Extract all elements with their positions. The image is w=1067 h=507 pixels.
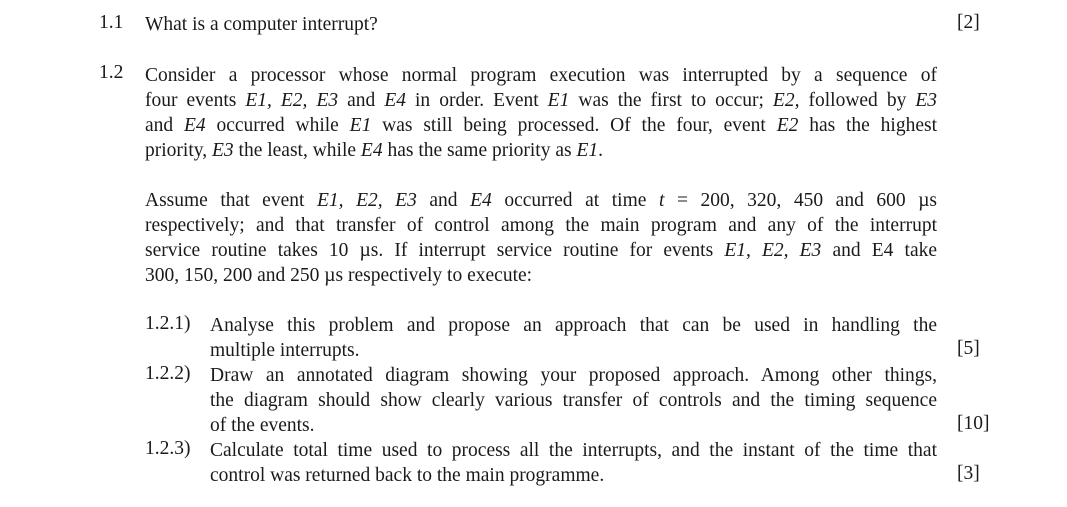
subquestion-1-2-2-number: 1.2.2) bbox=[145, 363, 191, 384]
question-1-2-paragraph-1 bbox=[145, 63, 937, 163]
subquestion-1-2-2-text bbox=[210, 363, 937, 438]
paragraph-1-line-3: and E4 occurred while E1 was still being processed. Of the four, event E2 has the highest bbox=[145, 115, 937, 136]
subquestion-1-2-3-marks: [3] bbox=[957, 463, 980, 484]
question-1-1-number: 1.1 bbox=[99, 12, 124, 33]
subquestion-1-2-3-number: 1.2.3) bbox=[145, 438, 191, 459]
question-1-1-text: What is a computer interrupt? bbox=[145, 14, 378, 35]
subquestion-1-2-1-text bbox=[210, 313, 937, 363]
subquestion-1-2-3-line-2: control was returned back to the main programme. bbox=[210, 465, 605, 486]
paragraph-2-line-3: service routine takes 10 µs. If interrupt service routine for events E1, E2, E3 and E4 take bbox=[145, 240, 938, 261]
subquestion-1-2-2-line-1: Draw an annotated diagram showing your proposed approach. Among other things, bbox=[210, 365, 937, 386]
subquestion-1-2-1-line-1: Analyse this problem and propose an approach that can be used in handling the bbox=[210, 315, 937, 336]
subquestion-1-2-1-line-2: multiple interrupts. bbox=[210, 340, 360, 361]
question-1-2-paragraph-2 bbox=[145, 188, 937, 288]
paragraph-1-line-4: priority, E3 the least, while E4 has the same priority as E1. bbox=[145, 140, 604, 161]
subquestion-1-2-2-line-3: of the events. bbox=[210, 415, 315, 436]
paragraph-2-line-2: respectively; and that transfer of control among the main program and any of the interrupt bbox=[145, 215, 937, 236]
question-1-1-marks: [2] bbox=[957, 12, 980, 33]
subquestion-1-2-2-marks: [10] bbox=[957, 413, 990, 434]
paragraph-1-line-1: Consider a processor whose normal program execution was interrupted by a sequence of bbox=[145, 65, 937, 86]
paragraph-2-line-4: 300, 150, 200 and 250 µs respectively to execute: bbox=[145, 265, 533, 286]
subquestion-1-2-1-number: 1.2.1) bbox=[145, 313, 191, 334]
paragraph-2-line-1: Assume that event E1, E2, E3 and E4 occurred at time t = 200, 320, 450 and 600 µs bbox=[145, 190, 938, 211]
subquestion-1-2-3-line-1: Calculate total time used to process all the interrupts, and the instant of the time that bbox=[210, 440, 937, 461]
paragraph-1-line-2: four events E1, E2, E3 and E4 in order. Event E1 was the first to occur; E2, followed by E3 bbox=[145, 90, 938, 111]
question-1-2-number: 1.2 bbox=[99, 62, 124, 83]
subquestion-1-2-3-text bbox=[210, 438, 937, 488]
subquestion-1-2-1-marks: [5] bbox=[957, 338, 980, 359]
subquestion-1-2-2-line-2: the diagram should show clearly various transfer of controls and the timing sequence bbox=[210, 390, 937, 411]
